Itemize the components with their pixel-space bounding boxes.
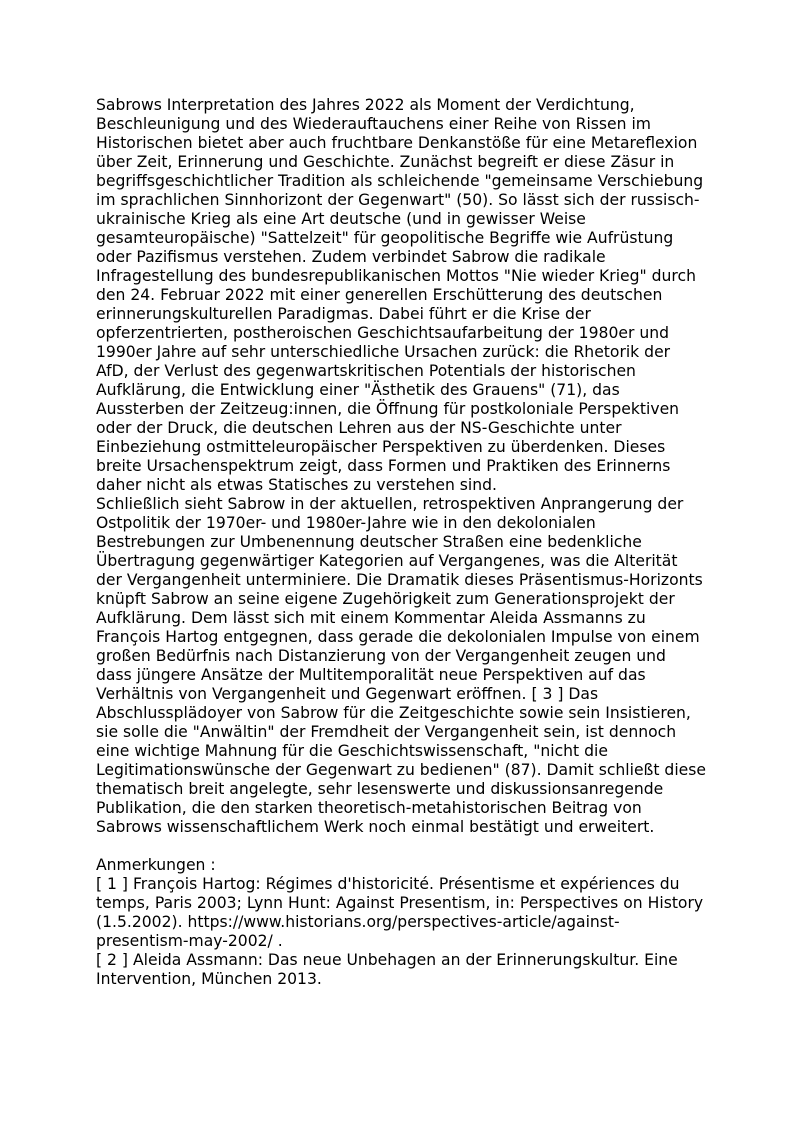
body-paragraph-1: Sabrows Interpretation des Jahres 2022 als Moment der Verdichtung, Beschleunigung und des Wiederauftauchens einer Reihe von Rissen im Historischen bietet aber auch fruchtbare Denkanstöße für eine Metareflexion über Zeit, Erinnerung und Geschichte. Zunächst begreift er diese Zäsur in begriffsgeschichtlicher Tradition als schleichende "gemeinsame Verschiebung im sprachlichen Sinnhorizont der Gegenwart" (50). So lässt sich der russisch-ukrainische Krieg als eine Art deutsche (und in gewisser Weise gesamteuropäische) "Sattelzeit" für geopolitische Begriffe wie Aufrüstung oder Pazifismus verstehen. Zudem verbindet Sabrow die radikale Infragestellung des bundesrepublikanischen Mottos "Nie wieder Krieg" durch den 24. Februar 2022 mit einer generellen Erschütterung des deutschen erinnerungskulturellen Paradigmas. Dabei führt er die Krise der opferzentrierten, postheroischen Geschichtsaufarbeitung der 1980er und 1990er Jahre auf sehr unterschiedliche Ursachen zurück: die Rhetorik der AfD, der Verlust des gegenwartskritischen Potentials der historischen Aufklärung, die Entwicklung einer "Ästhetik des Grauens" (71), das Aussterben der Zeitzeug:innen, die Öffnung für postkoloniale Perspektiven oder der Druck, die deutschen Lehren aus der NS-Geschichte unter Einbeziehung ostmitteleuropäischer Perspektiven zu überdenken. Dieses breite Ursachenspektrum zeigt, dass Formen und Praktiken des Erinnerns daher nicht als etwas Statisches zu verstehen sind. xyxy=(96,96,704,494)
footnote-1: [ 1 ] François Hartog: Régimes d'historicité. Présentisme et expériences du temps, Paris 2003; Lynn Hunt: Against Presentism, in: Perspectives on History (1.5.2002). https://www.historians.org/perspectives-article/against-presentism-may-2002/ . xyxy=(96,875,704,950)
footnote-2: [ 2 ] Aleida Assmann: Das neue Unbehagen an der Erinnerungskultur. Eine Intervention, München 2013. xyxy=(96,951,678,988)
body-paragraph-2: Schließlich sieht Sabrow in der aktuellen, retrospektiven Anprangerung der Ostpolitik der 1970er- und 1980er-Jahre wie in den dekolonialen Bestrebungen zur Umbenennung deutscher Straßen eine bedenkliche Übertragung gegenwärtiger Kategorien auf Vergangenes, was die Alterität der Vergangenheit unterminiere. Die Dramatik dieses Präsentismus-Horizonts knüpft Sabrow an seine eigene Zugehörigkeit zum Generationsprojekt der Aufklärung. Dem lässt sich mit einem Kommentar Aleida Assmanns zu François Hartog entgegnen, dass gerade die dekolonialen Impulse von einem großen Bedürfnis nach Distanzierung von der Vergangenheit zeugen und dass jüngere Ansätze der Multitemporalität neue Perspektiven auf das Verhältnis von Vergangenheit und Gegenwart eröffnen. [ 3 ] Das Abschlussplädoyer von Sabrow für die Zeitgeschichte sowie sein Insistieren, sie solle die "Anwältin" der Fremdheit der Vergangenheit sein, ist dennoch eine wichtige Mahnung für die Geschichtswissenschaft, "nicht die Legitimationswünsche der Gegenwart zu bedienen" (87). Damit schließt diese thematisch breit angelegte, sehr lesenswerte und diskussionsanregende Publikation, die den starken theoretisch-metahistorischen Beitrag von Sabrows wissenschaftlichem Werk noch einmal bestätigt und erweitert. xyxy=(96,495,706,836)
notes-heading: Anmerkungen : xyxy=(96,856,216,874)
document-page xyxy=(96,96,706,989)
